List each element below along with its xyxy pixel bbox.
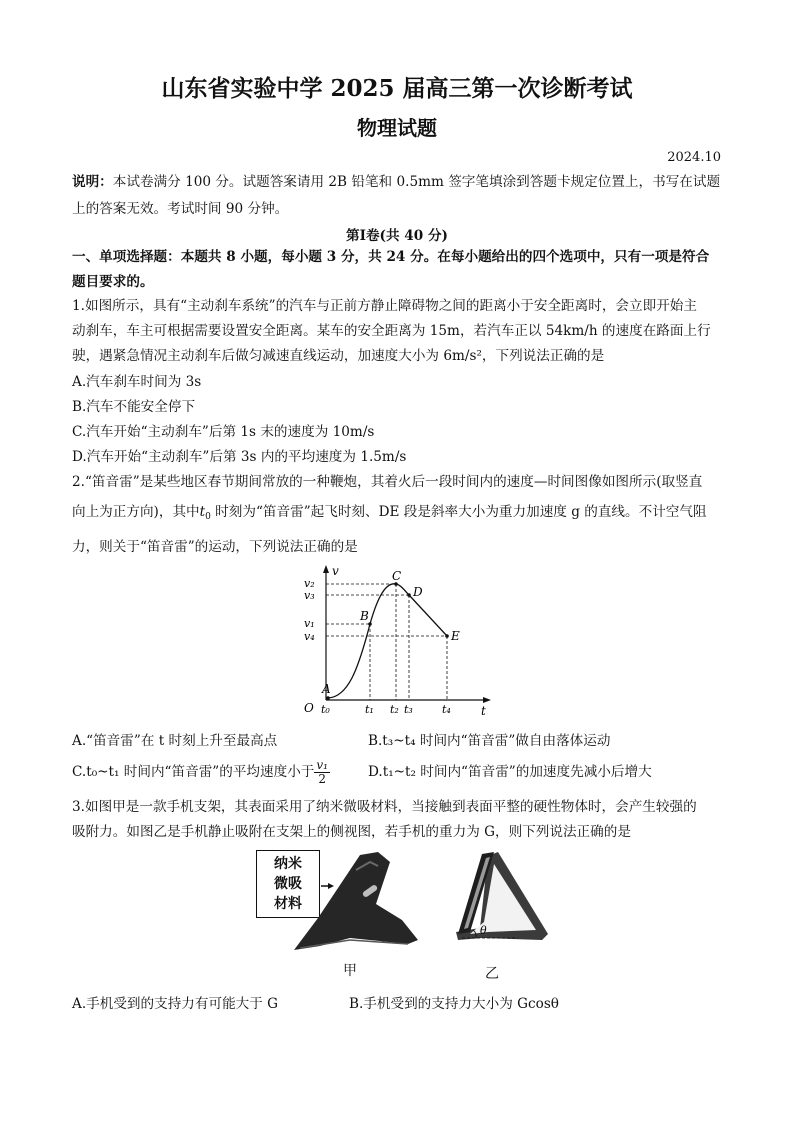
figure-jia-phone-stand [290, 850, 440, 960]
label-line-3: 材料 [274, 896, 302, 912]
q3-stem-2: 吸附力。如图乙是手机静止吸附在支架上的侧视图，若手机的重力为 G，则下列说法正确的是 [72, 824, 631, 840]
t-axis-arrow [483, 697, 491, 703]
fraction-v1-over-2 [314, 759, 330, 786]
stand-body [294, 852, 418, 950]
q2-option-d: D.t₁~t₂ 时间内“笛音雷”的加速度先减小后增大 [368, 764, 652, 780]
fraction-denominator: 2 [318, 772, 326, 786]
q2-option-b: B.t₃~t₄ 时间内“笛音雷”做自由落体运动 [368, 733, 611, 749]
notice-line-2: 上的答案无效。考试时间 90 分钟。 [72, 201, 289, 217]
figure-yi-caption: 乙 [485, 966, 499, 982]
line-de [409, 595, 447, 636]
tick-t0: t₀ [321, 703, 330, 716]
q2-option-c [72, 758, 330, 786]
label-e: E [451, 629, 460, 643]
q2-stem-2 [72, 502, 707, 527]
tick-t3: t₃ [404, 703, 413, 716]
point-d [407, 593, 411, 597]
vt-graph [296, 560, 496, 720]
v-axis-label: v [332, 564, 339, 578]
label-line-1: 纳米 [274, 856, 302, 872]
subject-title: 物理试题 [357, 116, 437, 140]
label-d: D [413, 585, 423, 599]
q1-stem-1: 1.如图所示，具有“主动刹车系统”的汽车与正前方静止障碍物之间的距离小于安全距离时，会立即开始主 [72, 298, 697, 314]
q1-option-b: B.汽车不能安全停下 [72, 399, 196, 415]
notice-line-1 [72, 172, 720, 192]
tick-v1: v₁ [304, 617, 315, 630]
q1-option-c: C.汽车开始“主动刹车”后第 1s 末的速度为 10m/s [72, 424, 375, 440]
exam-title: 山东省实验中学 2025 届高三第一次诊断考试 [161, 75, 633, 102]
q3-stem-1: 3.如图甲是一款手机支架，其表面采用了纳米微吸材料，当接触到表面平整的硬性物体时，会产生较强的 [72, 799, 697, 815]
curve-abcd [328, 584, 409, 698]
section-title: 第Ⅰ卷(共 40 分) [346, 228, 448, 244]
q2-option-a: A.“笛音雷”在 t 时刻上升至最高点 [72, 733, 278, 749]
t-axis-label: t [481, 704, 486, 718]
q2-t-sub: 0 [205, 512, 211, 522]
q2-stem-3: 力，则关于“笛音雷”的运动，下列说法正确的是 [72, 539, 358, 555]
section-instruction-1: 一、单项选择题：本题共 8 小题，每小题 3 分，共 24 分。在每小题给出的四个选项中，只有一项是符合 [72, 249, 710, 265]
q1-option-a: A.汽车刹车时间为 3s [72, 374, 202, 390]
q2-option-c-text: C.t₀~t₁ 时间内“笛音雷”的平均速度小于 [72, 764, 315, 780]
point-e [445, 634, 449, 638]
figure-yi-side-view [448, 848, 553, 960]
q2-stem-2a: 向上为正方向)，其中 [72, 504, 200, 520]
tick-v4: v₄ [304, 630, 315, 643]
fraction-numerator: v₁ [316, 758, 328, 772]
tick-v2: v₂ [304, 577, 315, 590]
tick-t2: t₂ [390, 703, 399, 716]
q3-option-b: B.手机受到的支持力大小为 Gcosθ [349, 996, 559, 1012]
label-pointer-arrow [328, 883, 334, 889]
notice-label: 说明： [72, 174, 113, 190]
tick-v3: v₃ [304, 589, 315, 602]
q1-stem-2: 动刹车，车主可根据需要设置安全距离。某车的安全距离为 15m，若汽车正以 54km/h 的速度在路面上行 [72, 323, 711, 339]
figure-jia-caption: 甲 [343, 963, 357, 979]
q1-option-d: D.汽车开始“主动刹车”后第 3s 内的平均速度为 1.5m/s [72, 449, 407, 465]
q2-t-var: t [199, 504, 206, 520]
label-b: B [360, 609, 369, 623]
q2-stem-1: 2.“笛音雷”是某些地区春节期间常放的一种鞭炮，其着火后一段时间内的速度—时间图像如图所示(取竖直 [72, 474, 703, 490]
label-c: C [392, 569, 402, 583]
theta-label: θ [480, 924, 487, 937]
section-instruction-2: 题目要求的。 [72, 274, 154, 290]
label-line-2: 微吸 [274, 876, 302, 892]
point-a [326, 696, 330, 700]
q2-stem-2b: 时刻为“笛音雷”起飞时刻、DE 段是斜率大小为重力加速度 g 的直线。不计空气阻 [210, 504, 707, 520]
v-axis-arrow [323, 565, 329, 573]
tick-t1: t₁ [365, 703, 374, 716]
q3-option-a: A.手机受到的支持力有可能大于 G [72, 996, 279, 1012]
q1-stem-3: 驶，遇紧急情况主动刹车后做匀减速直线运动，加速度大小为 6m/s²，下列说法正确的是 [72, 348, 605, 364]
origin-label: O [304, 701, 314, 715]
exam-date: 2024.10 [667, 150, 721, 165]
notice-text-1: 本试卷满分 100 分。试题答案请用 2B 铅笔和 0.5mm 签字笔填涂到答题卡规定位置上，书写在试题 [112, 174, 721, 190]
label-a: A [322, 682, 331, 696]
tick-t4: t₄ [442, 703, 451, 716]
